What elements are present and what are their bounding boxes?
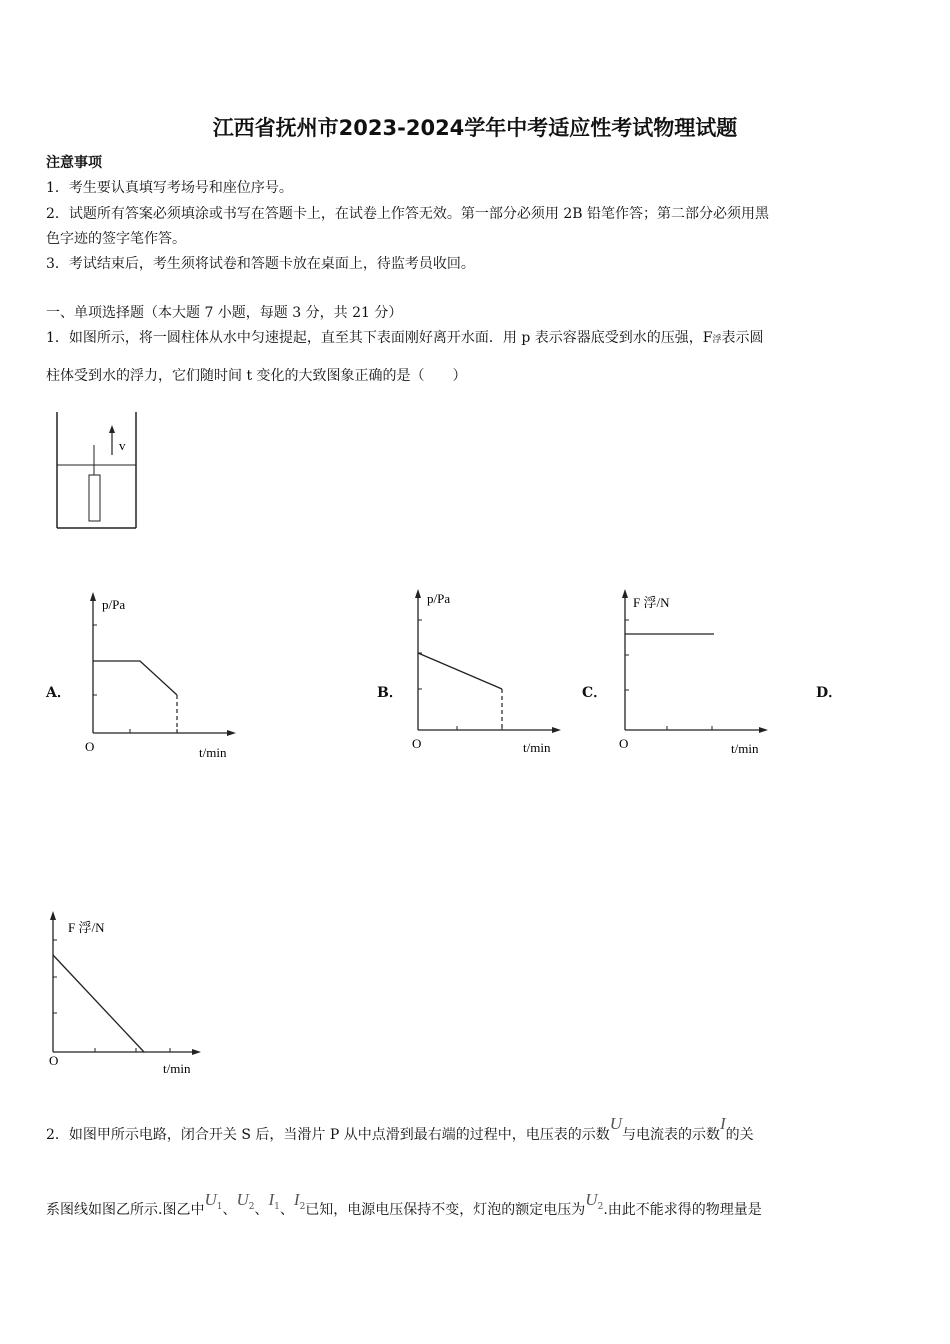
page-title: 江西省抚州市2023-2024学年中考适应性考试物理试题 [212,116,738,140]
graph-c-xlabel: t/min [731,741,759,756]
q2-text: .由此不能求得的物理量是 [603,1202,762,1218]
q2-text: 与电流表的示数 [622,1127,720,1143]
section-heading: 一、单项选择题（本大题 7 小题，每题 3 分，共 21 分） [46,305,403,321]
q2-text: 已知，电源电压保持不变，灯泡的额定电压为 [305,1202,586,1218]
notice-item: 2．试题所有答案必须填涂或书写在答题卡上，在试卷上作答无效。第一部分必须用 2B 铅笔作答；第二部分必须用黑 [46,206,769,222]
notice-heading: 注意事项 [46,155,102,171]
q2-sub: 2 [248,1201,255,1212]
graph-a-xlabel: t/min [199,745,227,760]
option-c-label: C． [582,685,608,701]
notice-item: 色字迹的签字笔作答。 [46,231,186,247]
graph-c-ylabel: F 浮/N [633,595,670,610]
graph-d-ylabel: F 浮/N [68,920,105,935]
graph-c [612,585,772,760]
q2-text: 的关 [725,1127,754,1143]
q2-sep: 、 [279,1202,294,1218]
q2-text: 系图线如图乙所示.图乙中 [46,1202,205,1218]
q2-sub: 1 [274,1201,280,1212]
q1-sub: 浮 [712,335,722,345]
q2-var-i2: I [293,1190,300,1209]
q2-var-i: I [720,1114,726,1133]
q2-var-u2-rated: U [585,1190,598,1209]
graph-b-ylabel: p/Pa [427,591,451,606]
velocity-label: v [119,438,126,453]
q1-text: 1．如图所示，将一圆柱体从水中匀速提起，直至其下表面刚好离开水面．用 p 表示容器底受到水的压强，F [46,330,713,346]
graph-c-origin: O [619,736,629,751]
option-b-label: B． [377,685,403,701]
q1-line1 [46,327,764,347]
q2-sep: 、 [254,1202,269,1218]
option-d-label: D． [816,685,843,701]
q2-sub: 2 [597,1201,604,1212]
graph-d [40,905,210,1085]
graph-d-xlabel: t/min [163,1061,191,1076]
q1-line2: 柱体受到水的浮力，它们随时间 t 变化的大致图象正确的是（ ） [46,368,467,384]
q1-text-end: 表示圆 [721,330,764,346]
graph-b-origin: O [412,736,422,751]
q2-var-u: U [609,1114,622,1133]
container-figure [50,410,150,535]
graph-d-origin: O [49,1053,59,1068]
q2-var-u1: U [204,1190,217,1209]
graph-a [80,590,240,765]
notice-item: 1．考生要认真填写考场号和座位序号。 [46,180,293,196]
q2-var-u2: U [236,1190,249,1209]
graph-a-ylabel: p/Pa [102,597,126,612]
q2-sub: 1 [216,1201,223,1212]
graph-a-origin: O [85,739,95,754]
graph-b-xlabel: t/min [523,740,551,755]
q2-sub: 2 [299,1201,306,1212]
q2-var-i1: I [268,1190,275,1209]
q2-line1 [46,1114,754,1144]
notice-item: 3．考试结束后，考生须将试卷和答题卡放在桌面上，待监考员收回。 [46,256,475,272]
option-a-label: A． [46,685,71,701]
q2-text: 2．如图甲所示电路，闭合开关 S 后，当滑片 P 从中点滑到最右端的过程中，电压表的示数 [46,1127,610,1143]
graph-b [405,585,565,760]
q2-line2 [46,1190,762,1221]
q2-sep: 、 [222,1202,237,1218]
